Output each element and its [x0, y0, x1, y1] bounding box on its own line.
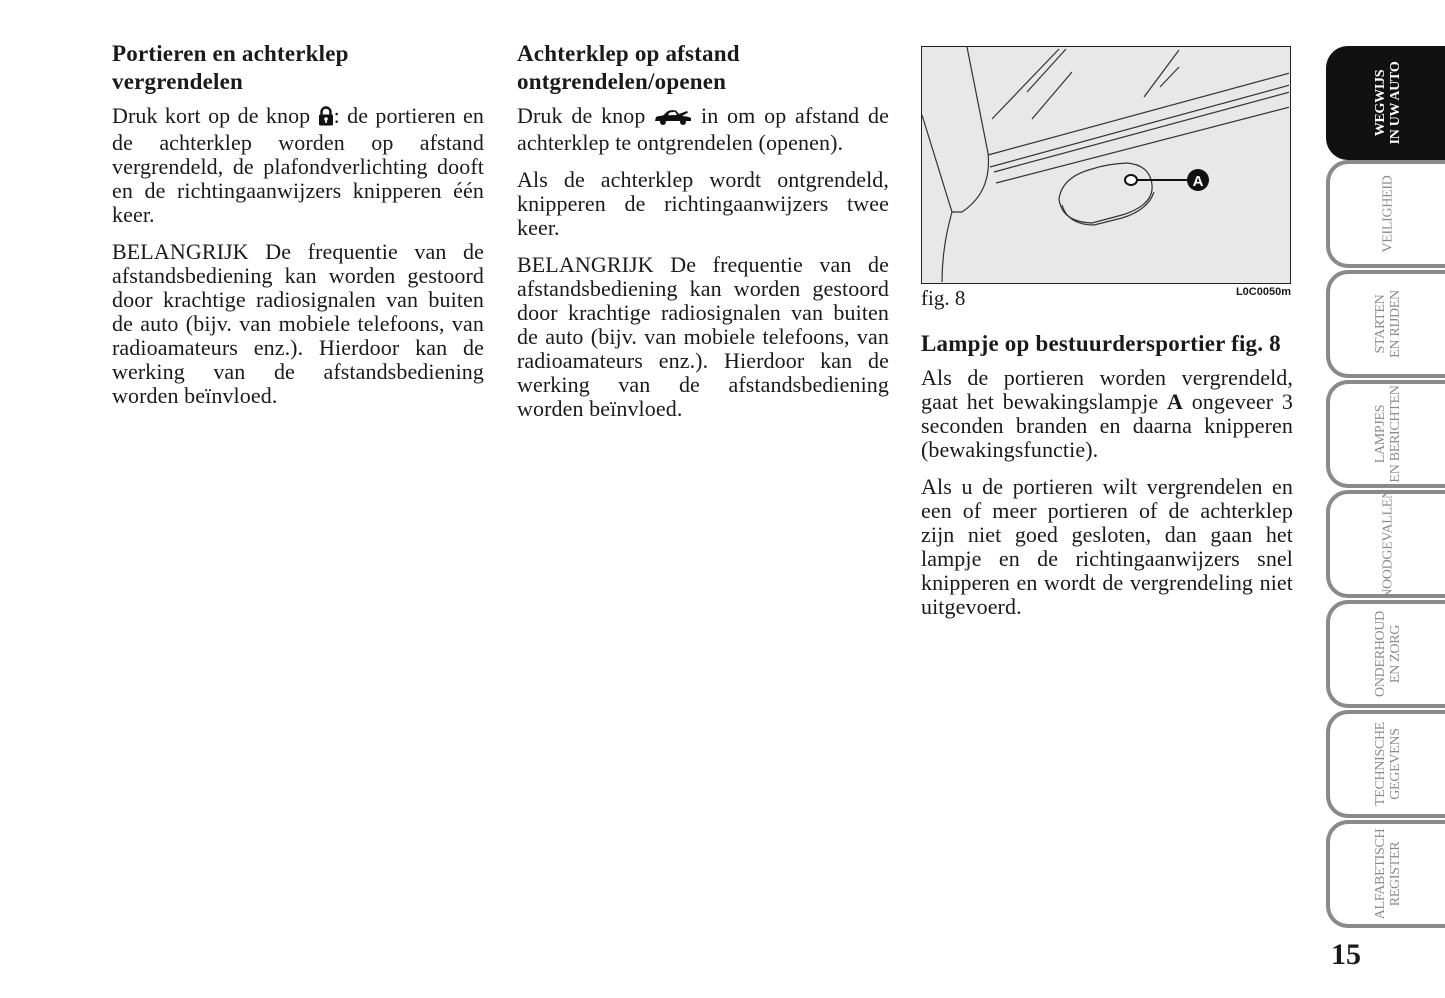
tab-alfabetisch[interactable] [1326, 820, 1445, 928]
column-3 [921, 40, 1293, 632]
tab-label: NOODGEVALLEN [1380, 489, 1395, 599]
bold-reference: A [1166, 389, 1183, 414]
tab-veiligheid[interactable] [1326, 160, 1445, 268]
figure-label: fig. 8 [921, 286, 966, 310]
callout-label: A [1192, 173, 1204, 190]
door-illustration [922, 47, 1289, 282]
tab-onderhoud[interactable] [1326, 600, 1445, 708]
car-trunk-open-icon [654, 107, 692, 131]
paragraph-lock-instructions [112, 104, 484, 227]
paragraph-important-note: BELANGRIJK De frequentie van de afstandsbediening kan worden gestoord door krachtige radiosignalen van buiten de auto (bijv. van mobiele telefoons, van radioamateurs enz.). Hierdoor kan de werking van de afstandsbediening worden beïnvloed. [112, 239, 484, 408]
column-2 [517, 40, 889, 434]
tab-lampjes[interactable] [1326, 380, 1445, 488]
paragraph-text: ongeveer 3 seconden branden en daarna knipperen (bewakingsfunctie). [921, 389, 1293, 462]
paragraph-trunk-blink: Als de achterklep wordt ontgrendeld, knipperen de richtingaanwijzers twee keer. [517, 167, 889, 240]
section-heading-lock: Portieren en achterklep vergrendelen [112, 41, 349, 94]
paragraph-text: Druk kort op de knop [112, 103, 318, 128]
tab-label: ONDERHOUD EN ZORG [1372, 611, 1403, 697]
tab-label: TECHNISCHE GEGEVENS [1372, 721, 1403, 807]
tab-noodgevallen[interactable] [1326, 490, 1445, 598]
lamp-indicator [1125, 175, 1137, 185]
column-1 [112, 40, 484, 421]
paragraph-door-lamp [921, 366, 1293, 462]
tab-label: LAMPJES EN BERICHTEN [1372, 385, 1403, 483]
paragraph-trunk-instructions [517, 104, 889, 155]
tab-label: ALFABETISCH REGISTER [1372, 828, 1403, 920]
figure-caption [921, 284, 1293, 310]
tab-label: STARTEN EN RIJDEN [1372, 290, 1403, 358]
paragraph-text: in om op afstand de achterklep te ontgrendelen (openen). [517, 103, 889, 155]
figure-code: L0C0050m [1235, 286, 1291, 298]
paragraph-important-note: BELANGRIJK De frequentie van de afstandsbediening kan worden gestoord door krachtige radiosignalen van buiten de auto (bijv. van mobiele telefoons, van radioamateurs enz.). Hierdoor kan de werking van de afstandsbediening worden beïnvloed. [517, 252, 889, 421]
tab-label: WEGWIJS IN UW AUTO [1372, 61, 1403, 145]
paragraph-text: Druk de knop [517, 103, 655, 128]
padlock-icon [318, 106, 334, 131]
figure-door-lamp [921, 46, 1291, 284]
paragraph-text: : de portieren en de achterklep worden op afstand vergrendeld, de plafondverlichting dooft en de richtingaanwijzers knipperen één keer. [112, 103, 484, 227]
page-number: 15 [1331, 938, 1361, 971]
section-heading-door-lamp: Lampje op bestuurdersportier fig. 8 [921, 331, 1281, 356]
paragraph-door-not-closed: Als u de portieren wilt vergrendelen en een of meer portieren of de achterklep zijn niet goed gesloten, dan gaan het lampje en de richtingaanwijzers snel knipperen en wordt de vergrendeling niet uitgevoerd. [921, 474, 1293, 619]
tab-label: VEILIGHEID [1380, 175, 1395, 253]
section-heading-trunk: Achterklep op afstand ontgrendelen/openen [517, 41, 740, 94]
paragraph-text: Als de portieren worden vergrendeld, gaat het bewakingslampje [921, 365, 1293, 414]
tab-wegwijs[interactable] [1326, 46, 1445, 160]
tab-technische[interactable] [1326, 710, 1445, 818]
tab-starten[interactable] [1326, 270, 1445, 378]
